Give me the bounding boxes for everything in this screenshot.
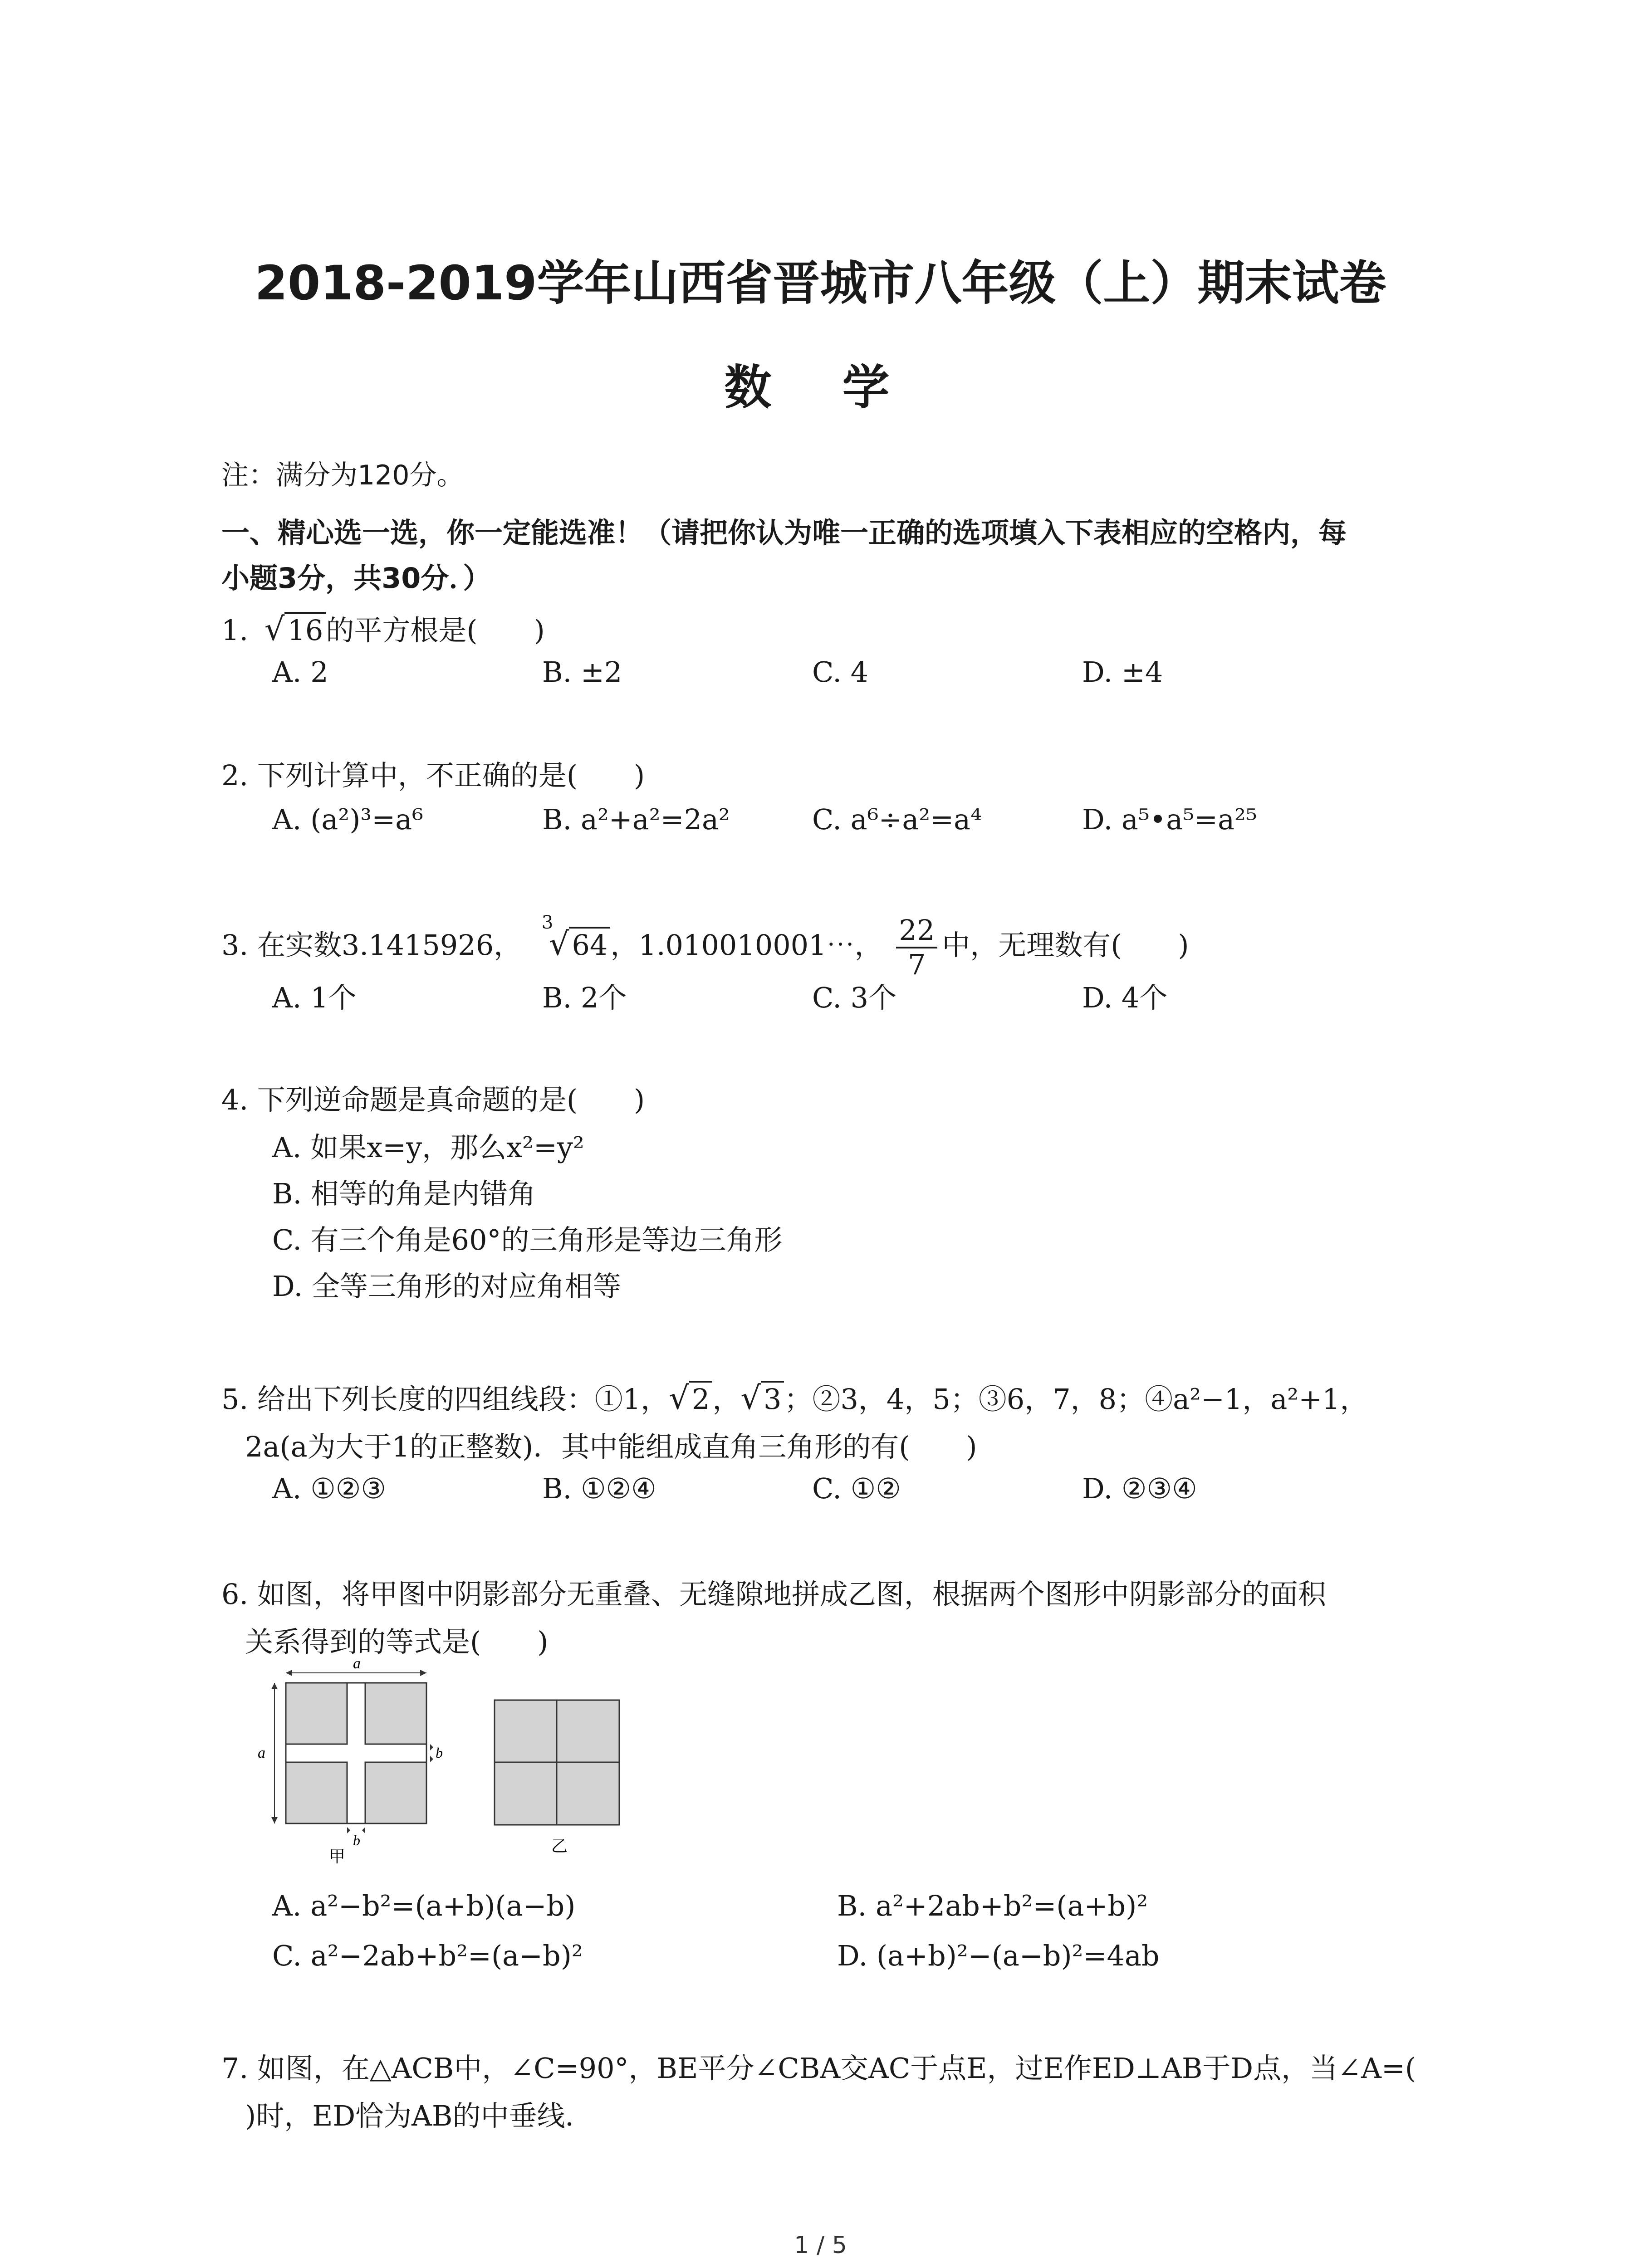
radicand: 16 (284, 612, 326, 647)
q3-option-d: D. 4个 (1082, 981, 1168, 1014)
q4-option-d: D. 全等三角形的对应角相等 (272, 1270, 621, 1303)
question-7-line2: )时，ED恰为AB的中垂线． (245, 2099, 593, 2132)
question-2: 2. 下列计算中，不正确的是( ) (221, 759, 645, 792)
figure-label-jia: 甲 (329, 1848, 346, 1866)
q3-option-c: C. 3个 (812, 981, 897, 1014)
q6-option-b: B. a²+2ab+b²=(a+b)² (837, 1889, 1148, 1922)
q6-option-a: A. a²−b²=(a+b)(a−b) (272, 1889, 576, 1922)
sqrt-sign: √ (264, 611, 285, 648)
sqrt-sign: √ (669, 1379, 689, 1417)
page-number: 1 / 5 (794, 2232, 847, 2259)
q3-option-a: A. 1个 (272, 981, 357, 1014)
figure-label-yi: 乙 (551, 1837, 568, 1855)
q1-option-d: D. ±4 (1082, 655, 1163, 689)
q2-option-d: D. a⁵•a⁵=a²⁵ (1082, 803, 1257, 836)
question-6-line1: 6. 如图，将甲图中阴影部分无重叠、无缝隙地拼成乙图，根据两个图形中阴影部分的面积 (221, 1578, 1326, 1611)
question-stem: 的平方根是( ) (326, 614, 545, 647)
sqrt-sign: √ (740, 1379, 761, 1417)
dimension-label-b: b (353, 1832, 360, 1848)
radicand: 2 (689, 1381, 712, 1416)
q2-option-c: C. a⁶÷a²=a⁴ (812, 803, 982, 836)
q3-option-b: B. 2个 (542, 981, 627, 1014)
q5-part3: ；②3，4，5；③6，7，8；④a²−1，a²+1， (784, 1383, 1368, 1416)
root-index: 3 (541, 912, 554, 934)
q5-option-a: A. ①②③ (272, 1472, 386, 1505)
question-7-line1: 7. 如图，在△ACB中，∠C=90°，BE平分∠CBA交AC于点E，过E作ED⊥AB于D点，当∠A=( (221, 2052, 1416, 2085)
q6-figure (254, 1656, 662, 1869)
q6-option-c: C. a²−2ab+b²=(a−b)² (272, 1939, 583, 1972)
numerator: 22 (896, 914, 937, 948)
q2-option-a: A. (a²)³=a⁶ (272, 803, 424, 836)
q4-option-c: C. 有三个角是60°的三角形是等边三角形 (272, 1223, 783, 1256)
q5-option-d: D. ②③④ (1082, 1472, 1197, 1505)
q3-mid: ，1.010010001⋯， (610, 929, 883, 962)
subject-title: 数 学 (724, 360, 917, 415)
q2-option-b: B. a²+a²=2a² (542, 803, 730, 836)
q1-option-a: A. 2 (272, 655, 328, 689)
q4-option-b: B. 相等的角是内错角 (272, 1177, 536, 1210)
q3-prefix: 3. 在实数3.1415926， (221, 929, 522, 962)
question-4: 4. 下列逆命题是真命题的是( ) (221, 1083, 645, 1116)
sqrt-sign: √ (549, 925, 569, 963)
q5-part2: ， (712, 1383, 741, 1416)
section-heading-line1: 一、精心选一选，你一定能选准！（请把你认为唯一正确的选项填入下表相应的空格内，每 (221, 516, 1347, 549)
q1-option-b: B. ±2 (542, 655, 622, 689)
section-heading-line2: 小题3分，共30分．） (221, 562, 491, 595)
exam-title: 2018-2019学年山西省晋城市八年级（上）期末试卷 (255, 255, 1386, 311)
cube-root (541, 912, 611, 963)
dimension-label-a: a (258, 1745, 265, 1761)
q1-option-c: C. 4 (812, 655, 869, 689)
dimension-label-a: a (353, 1656, 361, 1672)
radicand: 3 (761, 1381, 784, 1416)
q3-suffix: 中，无理数有( ) (942, 929, 1189, 962)
q5-part1: 5. 给出下列长度的四组线段：①1， (221, 1383, 669, 1416)
score-note: 注：满分为120分。 (221, 459, 464, 491)
figure-jia (258, 1656, 443, 1866)
q4-option-a: A. 如果x=y，那么x²=y² (272, 1131, 584, 1164)
q5-option-b: B. ①②④ (542, 1472, 656, 1505)
question-1 (221, 608, 545, 648)
question-5-line2: 2a(a为大于1的正整数)．其中能组成直角三角形的有( ) (245, 1430, 977, 1463)
fraction (896, 914, 937, 981)
figure-yi (495, 1700, 619, 1855)
q6-option-d: D. (a+b)²−(a−b)²=4ab (837, 1939, 1160, 1972)
question-3 (221, 914, 1189, 981)
q5-option-c: C. ①② (812, 1472, 901, 1505)
question-number: 1. (221, 614, 249, 647)
dimension-label-b: b (436, 1745, 443, 1761)
denominator: 7 (908, 948, 926, 981)
question-5 (221, 1377, 1368, 1417)
radicand: 64 (569, 927, 610, 962)
question-6-line2: 关系得到的等式是( ) (245, 1625, 549, 1658)
